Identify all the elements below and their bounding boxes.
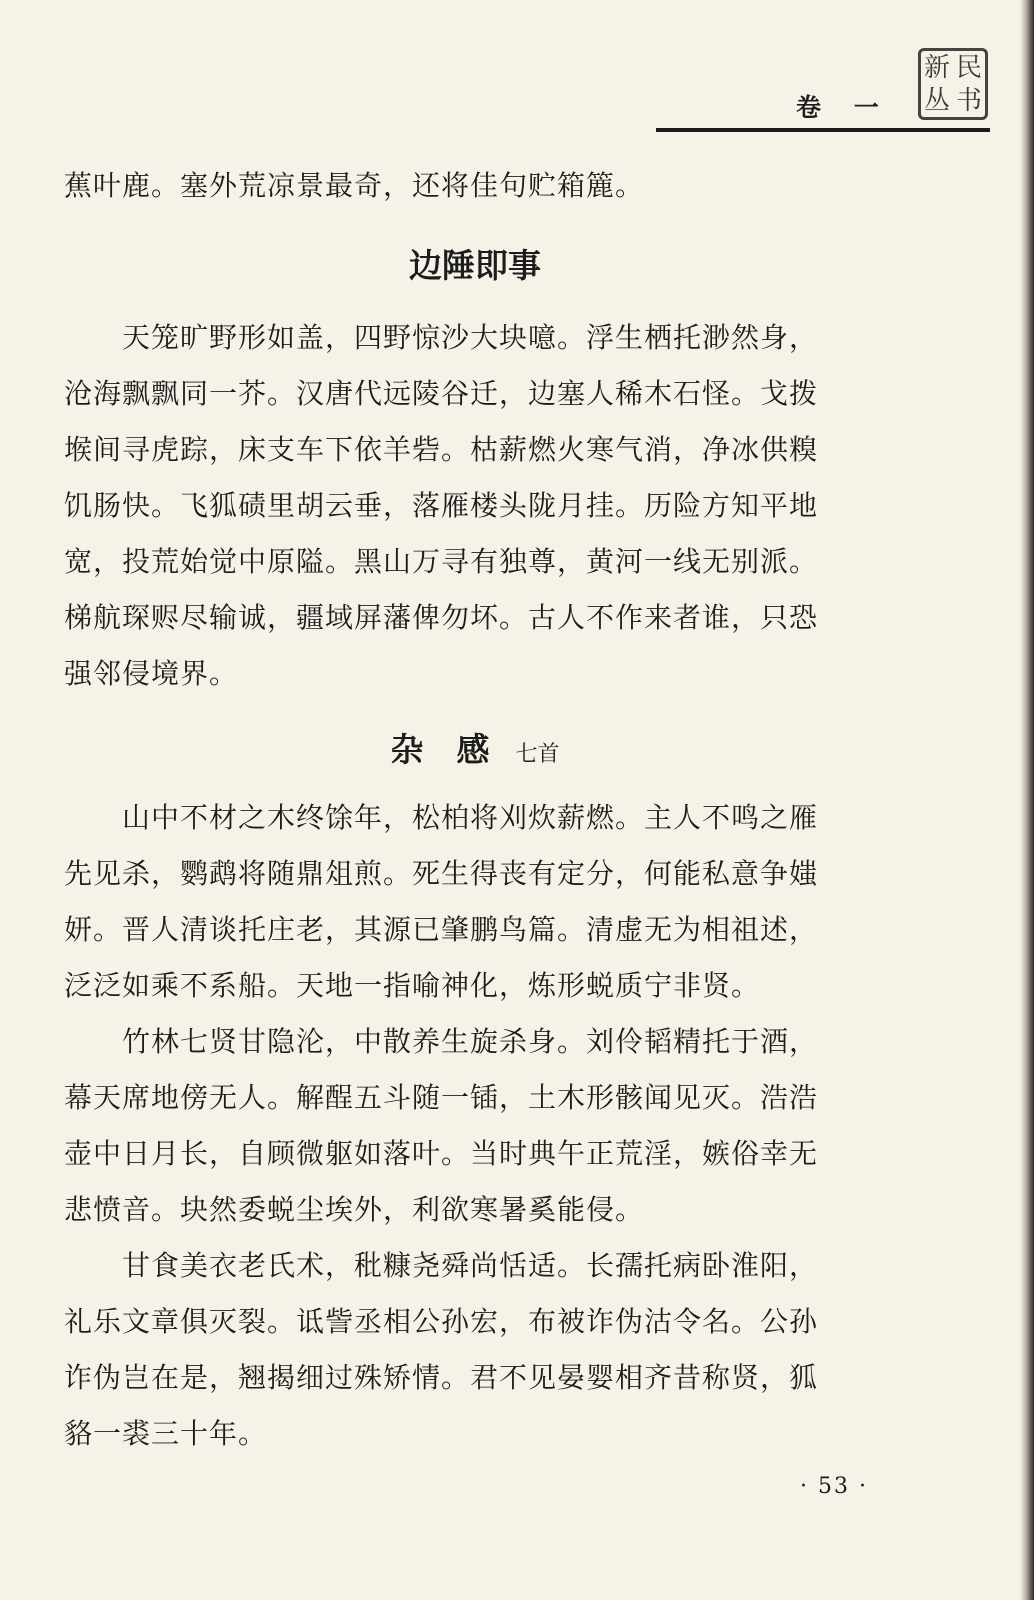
- text-line: 蕉叶鹿。塞外荒凉景最奇，还将佳句贮箱簏。: [64, 169, 645, 202]
- page-number: · 53 ·: [800, 1474, 868, 1499]
- text-line: 山中不材之木终馀年，松柏将刈炊薪燃。主人不鸣之雁: [64, 801, 819, 834]
- text-line: 饥肠快。飞狐碛里胡云垂，落雁楼头陇月挂。历险方知平地: [64, 489, 819, 522]
- text-line: 诈伪岂在是，翘揭细过殊矫情。君不见晏婴相齐昔称贤，狐: [64, 1361, 819, 1394]
- text-line: 幕天席地傍无人。解酲五斗随一锸，土木形骸闻见灭。浩浩: [64, 1081, 819, 1114]
- seal-stamp: [918, 48, 988, 120]
- text-line: 泛泛如乘不系船。天地一指喻神化，炼形蜕质宁非贤。: [64, 969, 761, 1002]
- header-rule: [656, 128, 990, 132]
- text-line: 天笼旷野形如盖，四野惊沙大块噫。浮生栖托渺然身，: [64, 321, 819, 354]
- poem-title-text: 边陲即事: [409, 246, 541, 285]
- text-line: 宽，投荒始觉中原隘。黑山万寻有独尊，黄河一线无别派。: [64, 545, 819, 578]
- text-line: 先见杀，鹦鹉将随鼎俎煎。死生得丧有定分，何能私意争媸: [64, 857, 819, 890]
- poem-title: [0, 240, 950, 287]
- seal-char: 丛: [923, 85, 950, 116]
- text-line: 堠间寻虎踪，床支车下依羊砦。枯薪燃火寒气消，净冰供糗: [64, 433, 819, 466]
- page-edge-shadow: [1020, 0, 1034, 1600]
- chapter-header: 卷 一: [796, 93, 891, 122]
- seal-char: 民: [955, 52, 982, 83]
- text-line: 悲愤音。块然委蜕尘埃外，利欲寒暑奚能侵。: [64, 1193, 645, 1226]
- text-line: 梯航琛赆尽输诚，疆域屏藩俾勿坏。古人不作来者谁，只恐: [64, 601, 819, 634]
- text-line: 貉一裘三十年。: [64, 1417, 268, 1450]
- poem-body: [64, 310, 914, 702]
- poem-body: [64, 790, 914, 1462]
- seal-char: 新: [923, 52, 950, 83]
- text-line: 甘食美衣老氏术，秕糠尧舜尚恬适。长孺托病卧淮阳，: [64, 1249, 819, 1282]
- poem-title-text: 杂 感: [390, 730, 490, 769]
- text-line: 竹林七贤甘隐沦，中散养生旋杀身。刘伶韬精托于酒，: [64, 1025, 819, 1058]
- text-line: 沧海飘飘同一芥。汉唐代远陵谷迁，边塞人稀木石怪。戈拨: [64, 377, 819, 410]
- text-line: 妍。晋人清谈托庄老，其源已肇鹏鸟篇。清虚无为相祖述，: [64, 913, 819, 946]
- text-line: 礼乐文章俱灭裂。诋訾丞相公孙宏，布被诈伪沽令名。公孙: [64, 1305, 819, 1338]
- seal-char: 书: [955, 85, 982, 116]
- poem-subtitle: 七首: [515, 742, 560, 767]
- text-line: 强邻侵境界。: [64, 657, 239, 690]
- text-line: 壶中日月长，自顾微躯如落叶。当时典午正荒淫，嫉俗幸无: [64, 1137, 819, 1170]
- continued-text: [64, 158, 914, 214]
- poem-title: [0, 724, 950, 771]
